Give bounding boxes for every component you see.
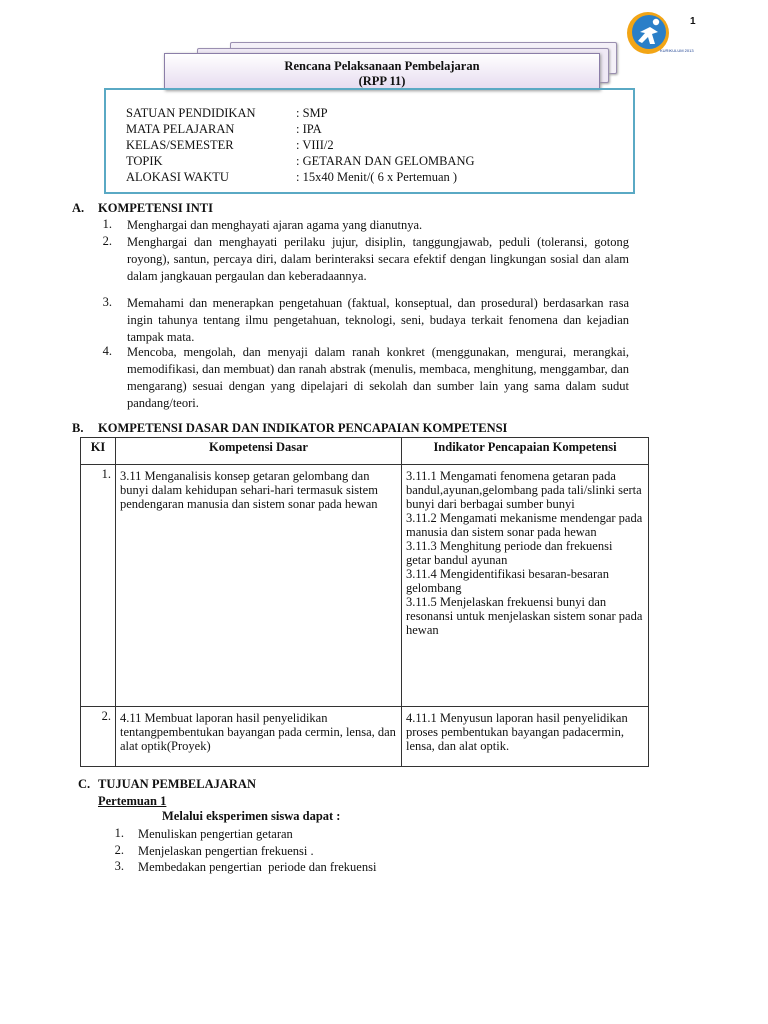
indicator-item: 3.11.2 Mengamati mekanisme mendengar pada manusia dan sistem sonar pada hewan: [406, 511, 643, 539]
objective-text: Menjelaskan pengertian frekuensi .: [138, 844, 314, 858]
kurikulum-logo-icon: [622, 10, 694, 56]
objective-number: 2.: [114, 843, 124, 857]
section-c-title: TUJUAN PEMBELAJARAN: [98, 777, 256, 791]
identity-value: : GETARAN DAN GELOMBANG: [296, 154, 475, 168]
indicator-item: 3.11.4 Mengidentifikasi besaran-besaran gelombang: [406, 567, 609, 595]
table-header-row: [81, 438, 649, 465]
header-indicator: Indikator Pencapaian Kompetensi: [402, 438, 649, 465]
identity-value: : VIII/2: [296, 138, 334, 152]
ki-cell: 1.: [81, 465, 116, 707]
indicator-item: 3.11.1 Mengamati fenomena getaran pada bandul,ayunan,gelombang pada tali/slinki serta bunyi dari berbagai sumber bunyi: [406, 469, 642, 511]
objective-text: Membedakan pengertian periode dan frekuensi: [138, 860, 377, 874]
ki-item-number: 1.: [102, 217, 112, 231]
competency-table: [80, 437, 649, 767]
section-c-letter: C.: [78, 777, 91, 791]
indicator-cell: [402, 707, 649, 767]
identity-label: ALOKASI WAKTU: [126, 170, 229, 184]
objective-number: 1.: [114, 826, 124, 840]
objective-text: Menuliskan pengertian getaran: [138, 827, 293, 841]
logo-caption: KURIKULUM 2013: [660, 48, 694, 53]
indicator-cell: [402, 465, 649, 707]
identity-label: SATUAN PENDIDIKAN: [126, 106, 256, 120]
kd-cell: 4.11 Membuat laporan hasil penyelidikan tentangpembentukan bayangan pada cermin, lensa, dan alat optik(Proyek): [116, 707, 402, 767]
ki-item-text: Menghargai dan menghayati perilaku jujur, disiplin, tanggungjawab, peduli (toleransi, gotong royong), santun, percaya diri, dalam berinteraksi secara efektif dengan lingkungan sosial dan alam dalam jangkauan pergaulan dan keberadaannya.: [127, 235, 629, 283]
ki-item-number: 3.: [102, 295, 112, 309]
ki-item-number: 4.: [102, 344, 112, 358]
title-banner: [164, 53, 600, 90]
indicator-item: getar bandul ayunan: [406, 553, 508, 567]
identity-value: : 15x40 Menit/( 6 x Pertemuan ): [296, 170, 458, 184]
indicator-item: 3.11.3 Menghitung periode dan frekuensi: [406, 539, 613, 553]
page-number: 1: [690, 16, 696, 27]
objectives-intro: Melalui eksperimen siswa dapat :: [162, 809, 341, 823]
section-b-title: KOMPETENSI DASAR DAN INDIKATOR PENCAPAIAN KOMPETENSI: [98, 421, 508, 435]
section-a-letter: A.: [72, 201, 85, 215]
identity-box: [104, 88, 635, 194]
ki-item-number: 2.: [102, 234, 112, 248]
section-b-letter: B.: [72, 421, 84, 435]
table-row: [81, 465, 649, 707]
objective-number: 3.: [114, 859, 124, 873]
ki-cell: 2.: [81, 707, 116, 767]
meeting-label: Pertemuan 1: [98, 794, 167, 808]
identity-value: : IPA: [296, 122, 322, 136]
header-ki: KI: [81, 438, 116, 465]
ki-item-text: Memahami dan menerapkan pengetahuan (faktual, konseptual, dan prosedural) berdasarkan rasa ingin tahunya tentang ilmu pengetahuan, teknologi, seni, budaya terkait fenomena dan kejadian tampak mata.: [127, 296, 629, 344]
table-row: [81, 707, 649, 767]
identity-label: TOPIK: [126, 154, 163, 168]
section-a-title: KOMPETENSI INTI: [98, 201, 213, 215]
document-subtitle: (RPP 11): [358, 74, 406, 88]
ki-item-text: Menghargai dan menghayati ajaran agama yang dianutnya.: [127, 218, 423, 232]
ki-item-text: Mencoba, mengolah, dan menyaji dalam ranah konkret (menggunakan, mengurai, merangkai, memodifikasi, dan membuat) dan ranah abstrak (menulis, membaca, menghitung, menggambar, dan mengarang) sesuai dengan yang dipelajari di sekolah dan sumber lain yang sama dalam sudut pandang/teori.: [127, 345, 629, 410]
indicator-item: 4.11.1 Menyusun laporan hasil penyelidikan proses pembentukan bayangan padacermin, lensa, dan alat optik.: [406, 711, 628, 753]
identity-label: KELAS/SEMESTER: [126, 138, 234, 152]
identity-value: : SMP: [296, 106, 328, 120]
kd-cell: 3.11 Menganalisis konsep getaran gelombang dan bunyi dalam kehidupan sehari-hari termasuk sistem pendengaran manusia dan sistem sonar pada hewan: [116, 465, 402, 707]
header-kd: Kompetensi Dasar: [116, 438, 402, 465]
indicator-item: 3.11.5 Menjelaskan frekuensi bunyi dan resonansi untuk menjelaskan sistem sonar pada hewan: [406, 595, 643, 637]
document-title: Rencana Pelaksanaan Pembelajaran: [284, 59, 480, 73]
identity-label: MATA PELAJARAN: [126, 122, 235, 136]
